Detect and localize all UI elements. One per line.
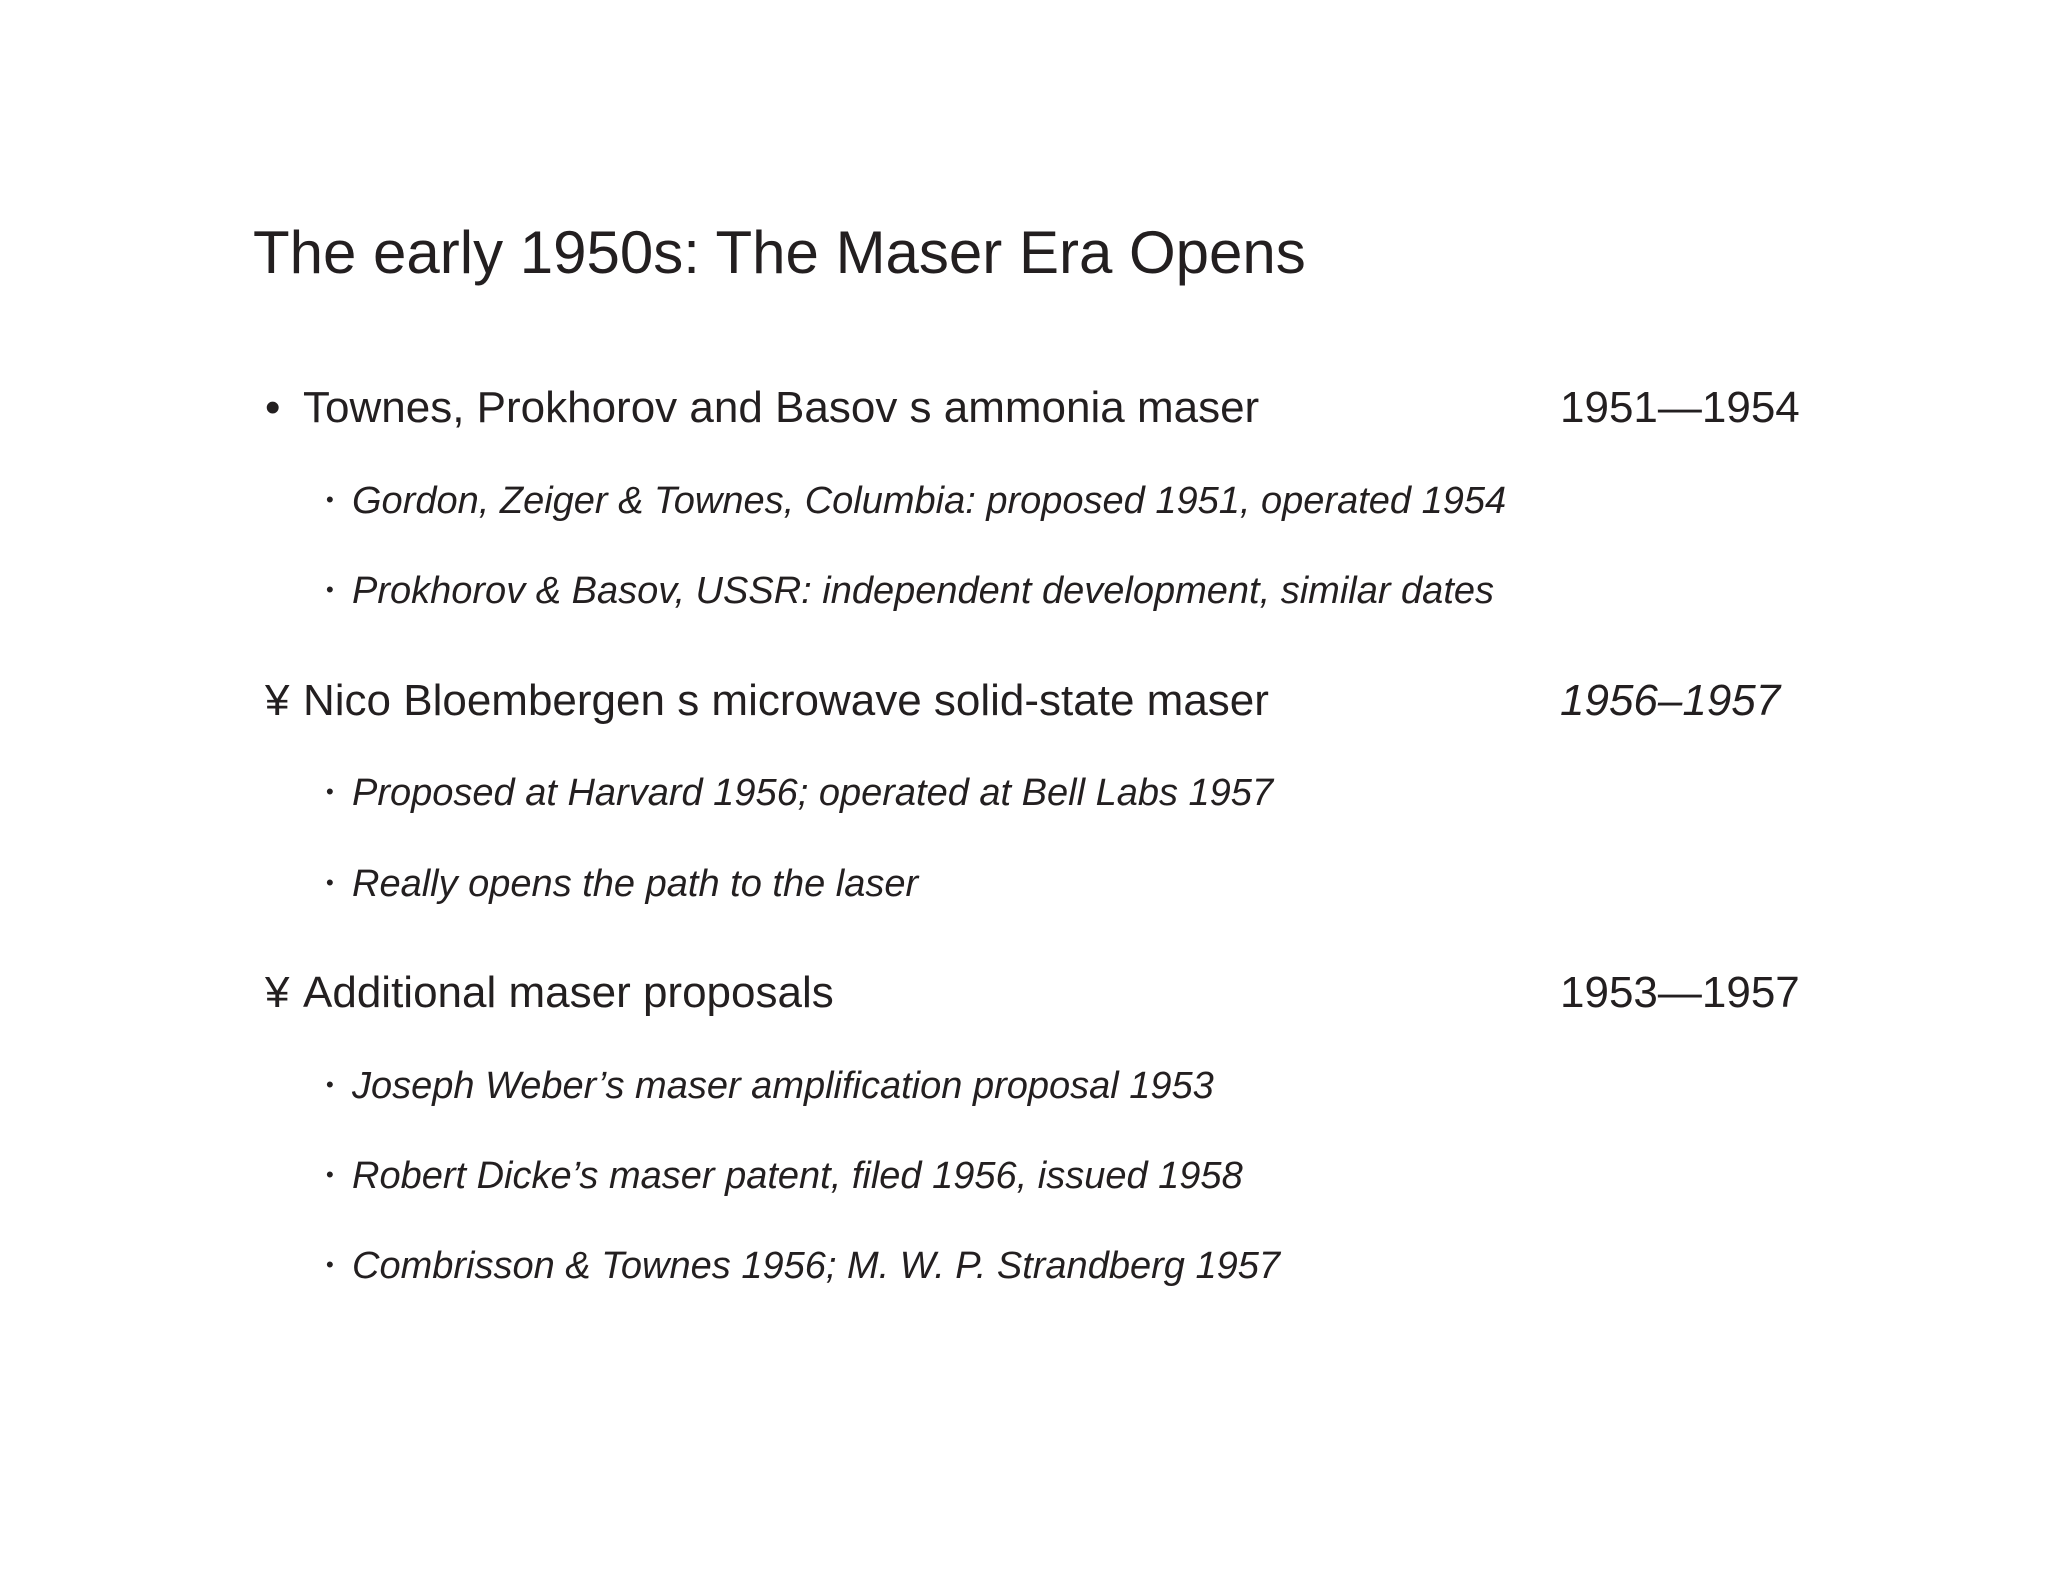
- sub-bullet-icon: •: [326, 577, 334, 603]
- sub-bullet-item: [326, 480, 1506, 524]
- main-item-text: Townes, Prokhorov and Basov s ammonia maser: [303, 383, 1260, 432]
- sub-bullet-item: [326, 1065, 1214, 1109]
- main-item-text: Additional maser proposals: [303, 968, 834, 1017]
- sub-bullet-icon: •: [326, 1252, 334, 1278]
- main-item-text: Nico Bloembergen s microwave solid-state maser: [303, 676, 1269, 725]
- sub-bullet-item: [326, 863, 918, 907]
- bullet-icon: •: [265, 383, 281, 432]
- bullet-icon: ¥: [265, 676, 290, 725]
- sub-bullet-icon: •: [326, 870, 334, 896]
- sub-bullet-item: [326, 570, 1494, 614]
- sub-bullet-icon: •: [326, 487, 334, 513]
- main-bullet-item-ammonia-maser: [265, 383, 1259, 434]
- sub-bullet-icon: •: [326, 1162, 334, 1188]
- bullet-icon: ¥: [265, 968, 290, 1017]
- sub-bullet-icon: •: [326, 1072, 334, 1098]
- date-range: 1953—1957: [1560, 968, 1800, 1017]
- sub-item-text: Combrisson & Townes 1956; M. W. P. Strandberg 1957: [352, 1245, 1280, 1287]
- date-range: 1956–1957: [1560, 676, 1781, 725]
- main-bullet-item-solid-state-maser: [265, 676, 1269, 727]
- sub-item-text: Joseph Weber’s maser amplification proposal 1953: [352, 1065, 1214, 1107]
- sub-item-text: Prokhorov & Basov, USSR: independent development, similar dates: [352, 570, 1495, 612]
- slide-title: The early 1950s: The Maser Era Opens: [253, 219, 1306, 286]
- sub-bullet-item: [326, 1245, 1280, 1289]
- sub-item-text: Proposed at Harvard 1956; operated at Bell Labs 1957: [352, 772, 1274, 814]
- sub-bullet-item: [326, 1155, 1243, 1199]
- date-range: 1951—1954: [1560, 383, 1800, 432]
- sub-item-text: Gordon, Zeiger & Townes, Columbia: proposed 1951, operated 1954: [352, 480, 1507, 522]
- sub-bullet-icon: •: [326, 779, 334, 805]
- main-bullet-item-additional-proposals: [265, 968, 834, 1019]
- sub-item-text: Really opens the path to the laser: [352, 863, 919, 905]
- sub-item-text: Robert Dicke’s maser patent, filed 1956, issued 1958: [352, 1155, 1243, 1197]
- sub-bullet-item: [326, 772, 1273, 816]
